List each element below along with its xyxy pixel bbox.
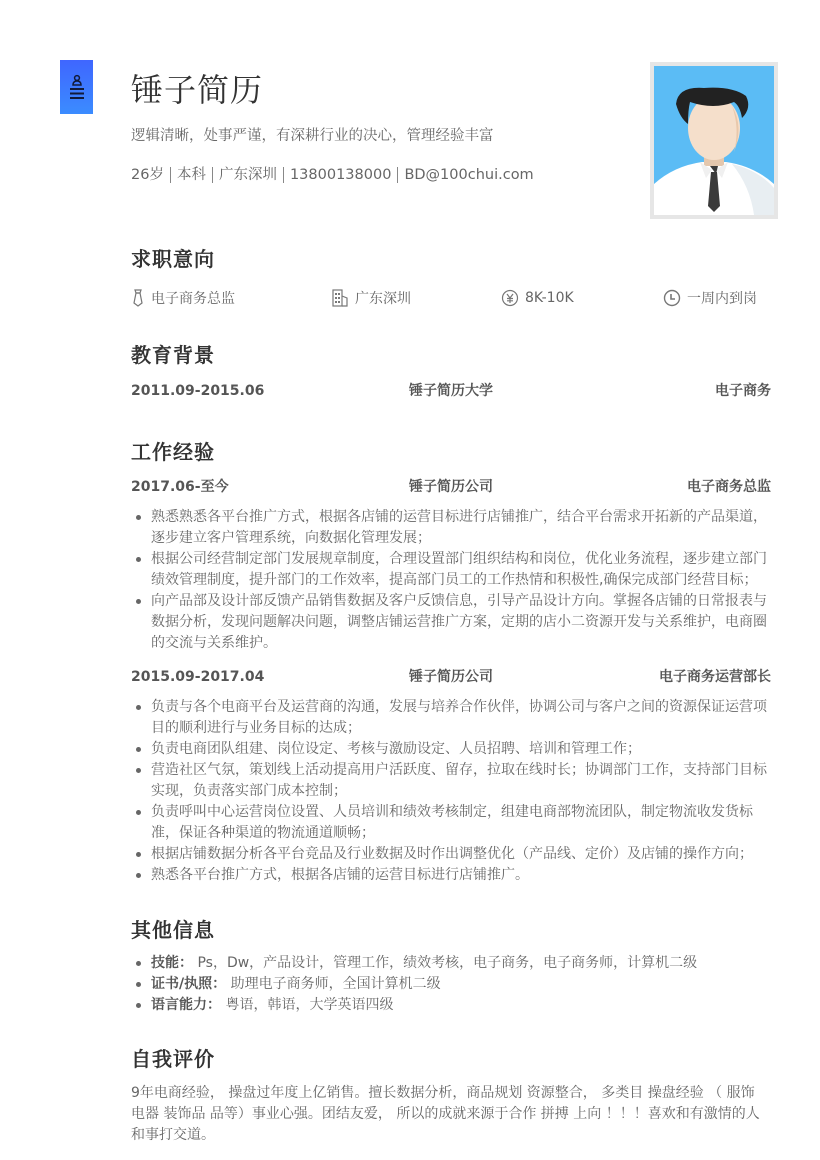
email: BD@100chui.com: [404, 167, 534, 183]
resume-logo: [60, 60, 93, 114]
profile-photo: [650, 62, 778, 219]
location: 广东深圳: [218, 167, 277, 183]
work-period: 2015.09-2017.04: [131, 669, 265, 685]
certificates-value: 助理电子商务师，全国计算机二级: [230, 976, 441, 992]
degree: 本科: [176, 167, 206, 183]
phone: 13800138000: [289, 167, 392, 183]
languages-label: 语言能力：: [151, 997, 221, 1013]
building-icon: [331, 289, 349, 307]
age: 26岁: [131, 167, 164, 183]
clock-icon: [663, 289, 681, 307]
skills-label: 技能：: [151, 955, 193, 971]
job-intent-list: [131, 287, 771, 309]
list-item: 根据公司经营制定部门发展规章制度，合理设置部门组织结构和岗位，优化业务流程，逐步建立部门绩效管理制度，提升部门的工作效率，提高部门员工的工作热情和积极性,确保完成部门经营目标；: [131, 549, 771, 591]
work-entry-header: [131, 667, 771, 687]
work-position: 电子商务总监: [687, 479, 771, 495]
other-info-section: [131, 916, 771, 1016]
intent-city: 广东深圳: [331, 288, 501, 308]
certificates-label: 证书/执照：: [151, 976, 227, 992]
education-entry: [131, 381, 771, 401]
section-title: 自我评价: [131, 1047, 215, 1071]
work-duties: [131, 507, 771, 654]
work-period: 2017.06-至今: [131, 479, 229, 495]
work-section: [131, 438, 771, 886]
section-title: 其他信息: [131, 918, 215, 942]
divider: [212, 167, 213, 183]
section-title: 求职意向: [131, 247, 215, 271]
self-evaluation-section: [131, 1045, 771, 1146]
list-item: 负责电商团队组建、岗位设定、考核与激励设定、人员招聘、培训和管理工作；: [131, 739, 771, 760]
other-info-list: [131, 953, 771, 1016]
tie-icon: [131, 289, 145, 307]
work-position: 电子商务运营部长: [659, 669, 771, 685]
list-item: 营造社区气氛，策划线上活动提高用户活跃度、留存，拉取在线时长；协调部门工作，支持部门目标实现，负责落实部门成本控制；: [131, 760, 771, 802]
list-item: 熟悉熟悉各平台推广方式，根据各店铺的运营目标进行店铺推广，结合平台需求开拓新的产品渠道，逐步建立客户管理系统，向数据化管理发展；: [131, 507, 771, 549]
resume-header: [131, 68, 631, 185]
work-company: 锤子简历公司: [409, 669, 493, 685]
list-item: 负责呼叫中心运营岗位设置、人员培训和绩效考核制定，组建电商部物流团队，制定物流收发货标准，保证各种渠道的物流通道顺畅；: [131, 802, 771, 844]
list-item: [131, 995, 771, 1016]
list-item: [131, 974, 771, 995]
divider: [283, 167, 284, 183]
yen-icon: [501, 289, 519, 307]
resume-icon: [68, 74, 86, 100]
divider: [397, 167, 398, 183]
list-item: 熟悉各平台推广方式，根据各店铺的运营目标进行店铺推广。: [131, 865, 771, 886]
basic-info: [131, 165, 631, 185]
job-intent-section: [131, 245, 771, 309]
work-entry-header: [131, 477, 771, 497]
candidate-name: 锤子简历: [131, 71, 264, 109]
self-evaluation-text: 9年电商经验， 操盘过年度上亿销售。擅长数据分析，商品规划 资源整合， 多类目 操盘经验 （ 服饰 电器 装饰品 品等）事业心强。团结友爱， 所以的成就来源于合作 拼搏 上向 ！！！喜欢和有激情的人和事打交道。: [131, 1085, 760, 1143]
education-section: [131, 341, 771, 401]
skills-value: Ps，Dw，产品设计，管理工作，绩效考核，电子商务，电子商务师，计算机二级: [197, 955, 698, 971]
divider: [170, 167, 171, 183]
list-item: 向产品部及设计部反馈产品销售数据及客户反馈信息，引导产品设计方向。掌握各店铺的日常报表与数据分析，发现问题解决问题，调整店铺运营推广方案，定期的店小二资源开发与关系维护，电商圈的交流与关系维护。: [131, 591, 771, 654]
work-company: 锤子简历公司: [409, 479, 493, 495]
section-title: 工作经验: [131, 440, 215, 464]
work-duties: [131, 697, 771, 886]
avatar-man-tie-icon: [654, 66, 774, 215]
list-item: 根据店铺数据分析各平台竞品及行业数据及时作出调整优化（产品线、定价）及店铺的操作方向；: [131, 844, 771, 865]
edu-period: 2011.09-2015.06: [131, 383, 265, 399]
intent-salary: 8K-10K: [501, 289, 663, 307]
list-item: [131, 953, 771, 974]
candidate-motto: 逻辑清晰，处事严谨，有深耕行业的决心，管理经验丰富: [131, 128, 494, 144]
edu-major: 电子商务: [715, 383, 771, 399]
languages-value: 粤语，韩语，大学英语四级: [225, 997, 394, 1013]
intent-availability: 一周内到岗: [663, 288, 757, 308]
section-title: 教育背景: [131, 343, 215, 367]
edu-school: 锤子简历大学: [409, 383, 493, 399]
list-item: 负责与各个电商平台及运营商的沟通，发展与培养合作伙伴，协调公司与客户之间的资源保证运营项目的顺利进行与业务目标的达成；: [131, 697, 771, 739]
intent-position: 电子商务总监: [131, 288, 331, 308]
